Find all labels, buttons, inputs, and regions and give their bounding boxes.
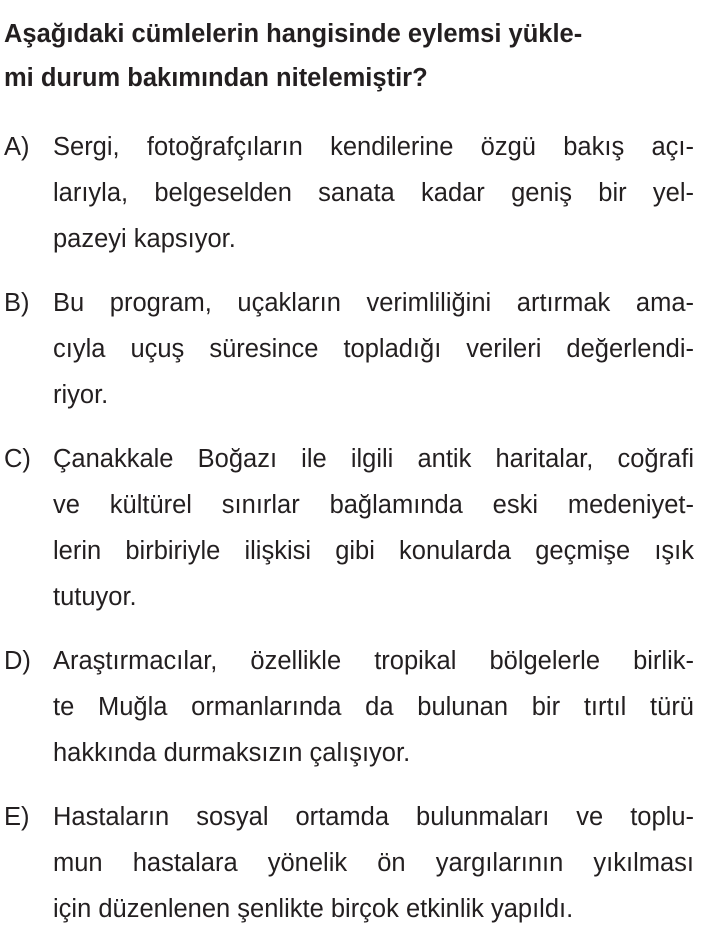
option-e-text <box>53 794 694 932</box>
answer-options <box>4 124 694 950</box>
option-a-line-1: Sergi, fotoğrafçıların kendilerine özgü bakış açı- <box>53 133 694 161</box>
option-a[interactable] <box>4 124 694 262</box>
question-stem-line-1: Aşağıdaki cümlelerin hangisinde eylemsi yükle- <box>4 20 583 48</box>
option-c[interactable] <box>4 436 694 620</box>
option-a-letter: A) <box>4 133 30 161</box>
question-stem-line-2: mi durum bakımından nitelemiştir? <box>4 64 428 92</box>
option-e-letter: E) <box>4 803 30 831</box>
option-d-line-3: hakkında durmaksızın çalışıyor. <box>53 739 411 767</box>
option-a-line-2: larıyla, belgeselden sanata kadar geniş bir yel- <box>53 179 694 207</box>
option-e[interactable] <box>4 794 694 932</box>
option-e-line-3: için düzenlenen şenlikte birçok etkinlik yapıldı. <box>53 895 574 923</box>
option-c-text <box>53 436 694 620</box>
option-c-line-2: ve kültürel sınırlar bağlamında eski medeniyet- <box>53 491 694 519</box>
question-stem <box>4 12 694 100</box>
option-c-letter: C) <box>4 445 31 473</box>
option-c-line-4: tutuyor. <box>53 583 137 611</box>
option-c-line-3: lerin birbiriyle ilişkisi gibi konularda geçmişe ışık <box>53 537 694 565</box>
option-b-letter: B) <box>4 289 30 317</box>
option-b-line-3: riyor. <box>53 381 109 409</box>
option-d-letter: D) <box>4 647 31 675</box>
option-e-line-2: mun hastalara yönelik ön yargılarının yıkılması <box>53 849 694 877</box>
option-b-line-2: cıyla uçuş süresince topladığı verileri değerlendi- <box>53 335 694 363</box>
option-d-line-1: Araştırmacılar, özellikle tropikal bölgelerle birlik- <box>53 647 694 675</box>
option-d-text <box>53 638 694 776</box>
option-e-line-1: Hastaların sosyal ortamda bulunmaları ve toplu- <box>53 803 694 831</box>
option-a-text <box>53 124 694 262</box>
option-b-text <box>53 280 694 418</box>
option-d-line-2: te Muğla ormanlarında da bulunan bir tırtıl türü <box>53 693 694 721</box>
option-c-line-1: Çanakkale Boğazı ile ilgili antik haritalar, coğrafi <box>53 445 694 473</box>
option-d[interactable] <box>4 638 694 776</box>
option-a-line-3: pazeyi kapsıyor. <box>53 225 236 253</box>
option-b[interactable] <box>4 280 694 418</box>
option-b-line-1: Bu program, uçakların verimliliğini artırmak ama- <box>53 289 694 317</box>
